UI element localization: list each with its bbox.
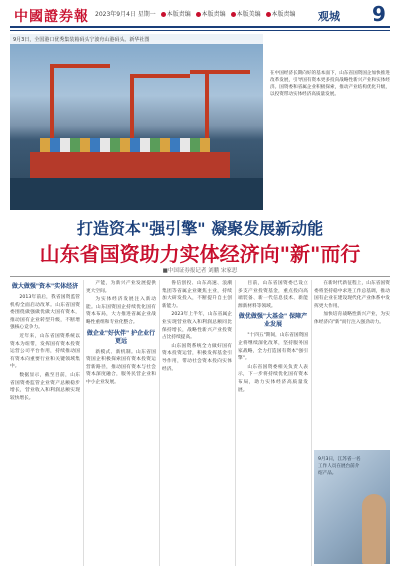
lead-photo <box>10 34 263 210</box>
article-paragraph: 加快培育战略性新兴产业，为实体经济向"新"而行注入强劲动力。 <box>314 312 390 325</box>
byline: ■中国证券报记者 刘鹏 宋家思 <box>162 268 238 274</box>
bullet-icon <box>196 12 201 17</box>
article-column-1 <box>10 280 80 566</box>
bullet-icon <box>231 12 236 17</box>
column-divider <box>159 280 160 566</box>
header-rule <box>10 26 390 28</box>
article-paragraph: 鲁信创投、山东高速、浪潮集团等省属企业聚焦主业，持续加大研发投入，不断提升自主创新能力。 <box>162 281 232 309</box>
section-subheading: 做优做强"大基金" 保障产业发展 <box>238 313 308 329</box>
photo-caption: 9月3日，全国港口优秀集装箱码头宁波舟山港码头。新华社图 <box>10 34 263 44</box>
port-crane-graphic <box>50 64 54 144</box>
article-paragraph: 在新时代新征程上，山东省国资委将坚持稳中求进工作总基调，推动国有企业在建设现代化产业体系中发挥更大作用。 <box>314 281 390 309</box>
port-crane-graphic <box>130 74 134 144</box>
column-divider <box>235 280 236 566</box>
article-paragraph: 产能，为新兴产业发展提供更大空间。 <box>86 281 156 294</box>
port-crane-graphic <box>205 70 209 144</box>
inset-photo <box>314 450 390 564</box>
section-name: 观城 <box>318 10 340 23</box>
port-crane-graphic <box>190 70 250 74</box>
article-paragraph: 山东国资系统全力做好国有资本投资运营，积极发挥基金引导作用，带动社会资本投向实体经济。 <box>162 343 232 372</box>
article-paragraph: 山东省国资委相关负责人表示，下一步将持续优化国有资本布局，助力实体经济高质量发展。 <box>238 364 308 393</box>
article-paragraph: 目前，山东省国资委已设立多支产业投资基金，重点投向高端装备、新一代信息技术、新能源新材料等领域。 <box>238 281 308 309</box>
newspaper-logo: 中國證券報 <box>14 9 89 25</box>
inset-caption: 9月3日，江苏省一名工作人员在展台前介绍产品。 <box>318 457 361 476</box>
article-column-3 <box>162 280 232 566</box>
editor-tag-2: 本版责编 <box>201 11 226 18</box>
article-paragraph: "十四五"期间，山东省国资国企将继续深化改革，坚持服务国家战略，全力打造国有资本"强引擎"。 <box>238 333 308 362</box>
article-paragraph: 近年来，山东省国资系统以资本为纽带，发挥国有资本投资运营公司平台作用，持续推动国有资本向重要行业和关键领域集中。 <box>10 333 80 370</box>
article-paragraph: 为实体经济发展注入新动能。山东国资国企持续优化国有资本布局，大力推进省属企业战略性重组和专业化整合。 <box>86 297 156 325</box>
article-column-5 <box>314 280 390 446</box>
header-rule-thin <box>10 30 390 31</box>
editor-tag-3: 本版美编 <box>236 11 261 18</box>
article-paragraph: 2023年上半年，山东省属企业实现营业收入和利润总额同比保持增长，战略性新兴产业投资占比持续提高。 <box>162 312 232 341</box>
intro-text: 在中国经济长期向好的基本面下，山东省国资国企加快推进改革发展，引导国有资本更多投向战略性新兴产业和实体经济。国资委和省属企业积极探索，推动产业结构优化升级，以投资带动实体经济高质量发展。 <box>270 71 390 97</box>
bullet-icon <box>161 12 166 17</box>
person-figure-graphic <box>362 494 386 564</box>
water-graphic <box>10 178 263 210</box>
article-column-2 <box>86 280 156 566</box>
editor-tag-1: 本版责编 <box>166 11 191 18</box>
column-divider <box>83 280 84 566</box>
article-column-4 <box>238 280 308 566</box>
body-rule <box>10 276 390 277</box>
article-paragraph: 2013年前后，我省国资监管机构全面启动改革。山东省国资委围绕做强做优做大国有资本，推动国有企业转型升级，不断增强核心竞争力。 <box>10 295 80 331</box>
headline-main: 山东省国资助力实体经济向"新"而行 <box>39 242 361 266</box>
article-paragraph: 数据显示，截至目前，山东省国资委监管企业资产总额稳步增长，营业收入和利润总额实现较快增长。 <box>10 372 80 401</box>
issue-date: 2023年9月4日 星期一 <box>95 11 156 18</box>
bullet-icon <box>266 12 271 17</box>
page-number: 9 <box>372 2 386 26</box>
section-subheading: 做企业"好伙伴" 护企业行更远 <box>86 329 156 345</box>
article-paragraph: 新模式、新机制。山东省国资国企积极探索国有资本投资运营新路径，推动国有资本与社会资本深度融合，服务民营企业和中小企业发展。 <box>86 349 156 385</box>
port-crane-graphic <box>130 74 190 78</box>
headline-kicker: 打造资本"强引擎" 凝聚发展新动能 <box>76 219 324 238</box>
cargo-ship-graphic <box>30 152 230 178</box>
editor-tag-4: 本版责编 <box>271 11 296 18</box>
port-crane-graphic <box>50 64 110 68</box>
section-subheading: 做大做强"资本"实体经济 <box>11 283 79 290</box>
issue-line <box>95 9 296 18</box>
column-divider <box>311 280 312 566</box>
